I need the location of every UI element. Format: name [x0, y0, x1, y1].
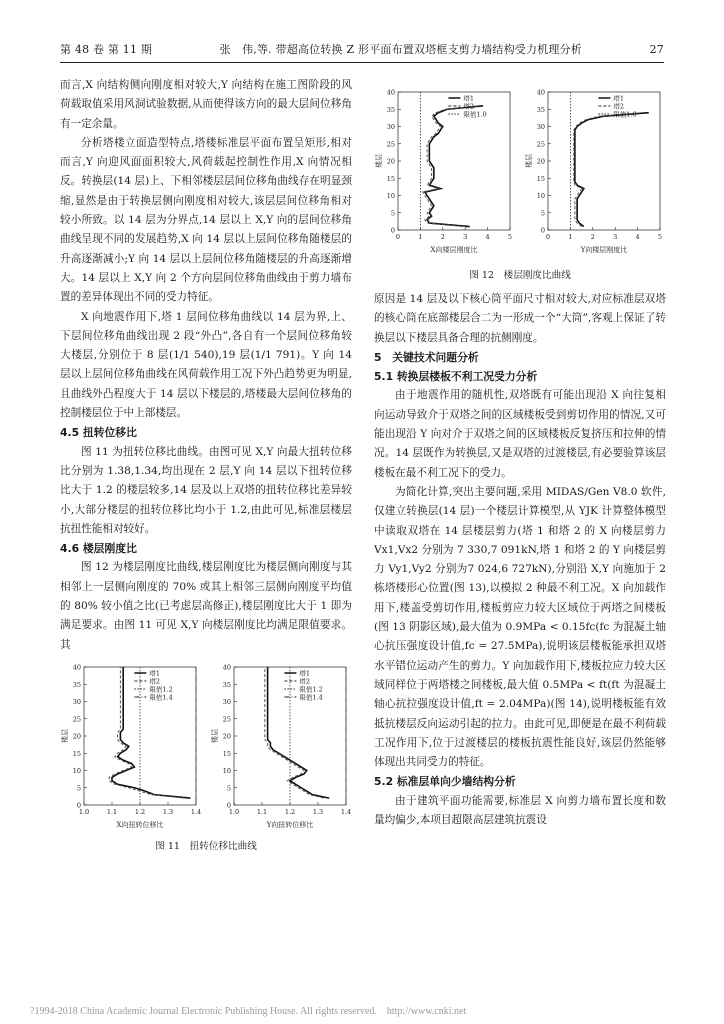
chart-fig11-x [60, 661, 202, 839]
x-tick-label: 4 [635, 233, 640, 241]
right-paragraph-2: 由于地震作用的随机性,双塔既有可能出现沿 X 向往复相向运动导致介于双塔之间的区域楼板受到剪切作用的情况,又可能出现沿 Y 向对介于双塔之间的区域楼板反复挤压和拉伸的情况。14 层既作为转换层,又是双塔的过渡楼层,有必要验算该层楼板在最不利工况下的受力。 [374, 389, 666, 479]
y-axis-label: 楼层 [525, 154, 533, 168]
figure-11-caption: 图 11 扭转位移比曲线 [155, 840, 257, 852]
legend-label: 塔1 [463, 94, 475, 103]
x-tick-label: 1.4 [340, 807, 352, 816]
x-tick-label: 1.0 [78, 807, 90, 816]
x-tick-label: 1 [418, 233, 423, 241]
legend-label: 塔1 [613, 94, 625, 103]
left-paragraph-4: 图 11 为扭转位移比曲线。由图可见 X,Y 向最大扭转位移比分别为 1.38,1.34,均出现在 2 层,Y 向 14 层以下扭转位移比大于 1.2 的楼层较多,14 层及以上双塔的扭转位移比差异较小,大部分楼层的扭转位移比均小于 1.2,由此可见,标准层楼层抗扭性能相对较好。 [60, 445, 352, 535]
y-tick-label: 25 [72, 715, 81, 724]
running-header [60, 38, 664, 60]
y-tick-label: 40 [72, 663, 81, 672]
journal-issue: 第 48 卷 第 11 期 [60, 43, 153, 56]
y-tick-label: 20 [386, 157, 395, 166]
y-tick-label: 15 [72, 749, 81, 758]
left-paragraph-5: 图 12 为楼层刚度比曲线,楼层刚度比为楼层侧向刚度与其相邻上一层侧向刚度的 70% 或其上相邻三层侧向刚度平均值的 80% 较小值之比(已考虑层高修正),楼层刚度比大于 1 即为满足要求。由图 11 可见 X,Y 向楼层刚度比均满足限值要求。其 [60, 561, 352, 651]
x-tick-label: 0 [545, 233, 551, 241]
y-tick-label: 25 [536, 140, 545, 149]
x-tick-label: 2 [590, 233, 595, 241]
figure-12 [374, 86, 666, 284]
x-tick-label: 4 [485, 233, 490, 241]
y-tick-label: 10 [222, 766, 231, 775]
x-tick-label: 1.1 [256, 807, 268, 816]
header-authors: 张 伟,等. [219, 43, 276, 56]
x-tick-label: 5 [657, 233, 663, 241]
y-tick-label: 0 [540, 226, 545, 235]
chart-svg [524, 86, 666, 264]
x-tick-label: 1.2 [284, 807, 296, 816]
left-paragraph-1: 而言,X 向结构侧向刚度相对较大,Y 向结构在施工图阶段的风荷载取值采用风洞试验数据,从而使得该方向的最大层间位移角有一定余量。 [60, 79, 352, 130]
y-tick-label: 0 [226, 801, 231, 810]
chart-svg [60, 661, 202, 839]
y-tick-label: 20 [72, 732, 81, 741]
legend-label: 限值1.2 [149, 685, 173, 694]
section-heading-5: 5 关键技术问题分析 [374, 350, 479, 364]
legend-label: 塔1 [149, 669, 161, 678]
chart-svg [374, 86, 516, 264]
series-line-1 [425, 106, 483, 227]
right-paragraph-1: 原因是 14 层及以下核心筒平面尺寸相对较大,对应标准层双塔的核心筒在底部楼层合二为一形成一个“大筒”,客观上保证了转换层以下楼层具备合理的抗侧刚度。 [374, 293, 666, 344]
left-paragraph-3: X 向地震作用下,塔 1 层间位移角曲线以 14 层为界,上、下层间位移角曲线出现 2 段“外凸”,各自有一个层间位移角较大楼层,分别位于 8 层(1/1 540),19 层(1/1 791)。Y 向 14 层以上层间位移角曲线在风荷载作用工况下外凸趋势更为明显,且曲线外凸程度大于 14 层以下楼层的,塔楼最大层间位移角的控制楼层位于中上部楼层。 [60, 310, 352, 420]
x-axis-label: Y向楼层刚度比 [580, 246, 628, 254]
y-tick-label: 0 [76, 801, 81, 810]
legend-label: 塔2 [613, 102, 625, 111]
y-tick-label: 5 [540, 209, 545, 218]
y-tick-label: 35 [72, 680, 81, 689]
section-heading-4-5: 4.5 扭转位移比 [60, 426, 137, 440]
x-axis-label: X向楼层刚度比 [430, 246, 478, 254]
y-tick-label: 40 [386, 88, 395, 97]
figure-12-caption: 图 12 楼层刚度比曲线 [469, 270, 571, 281]
x-tick-label: 1.3 [162, 807, 174, 816]
y-tick-label: 10 [386, 192, 395, 200]
y-tick-label: 20 [536, 157, 545, 166]
section-heading-5-2: 5.2 标准层单向少墙结构分析 [374, 775, 516, 789]
legend-label: 限值1.0 [463, 110, 487, 119]
figure-11 [60, 661, 352, 855]
y-tick-label: 40 [536, 88, 545, 97]
legend-label: 塔2 [149, 677, 161, 686]
y-tick-label: 30 [536, 123, 545, 131]
x-tick-label: 5 [507, 233, 513, 241]
x-axis-label: X向扭转位移比 [116, 820, 164, 829]
right-column [374, 76, 666, 830]
y-tick-label: 35 [222, 680, 231, 689]
x-tick-label: 1.1 [106, 807, 118, 816]
y-axis-label: 楼层 [211, 728, 219, 743]
series-line-2 [423, 106, 479, 227]
y-axis-label: 楼层 [375, 154, 383, 168]
y-tick-label: 10 [72, 766, 81, 775]
right-paragraph-3: 为简化计算,突出主要问题,采用 MIDAS/Gen V8.0 软件,仅建立转换层(14 层)一个楼层计算模型,从 YJK 计算整体模型中读取双塔在 14 层楼层剪力(塔 1 和塔 2 的 X 向楼层剪力 Vx1,Vx2 分别为 7 330,7 091kN,塔 1 和塔 2 的 Y 向楼层剪力 Vy1,Vy2 分别为7 024,6 727kN),分别沿 X,Y 向施加于 2 栋塔楼形心位置(图 13),以模拟 2 种最不利工况。X 向加载作用下,楼盖受剪切作用,楼板剪应力较大区域位于两塔之间楼板(图 13 阴影区域),最大值为 0.9MPa < 0.15fc(fc 为混凝土轴心抗压强度设计值,fc = 27.5MPa),说明该层楼板能承担双塔水平错位运动产生的剪力。Y 向加载作用下,楼板拉应力较大区域同样位于两塔楼之间楼板,最大值 0.5MPa < ft(ft 为混凝土轴心抗拉强度设计值,ft = 2.04MPa)(图 14),说明楼板能有效抵抗楼层反向运动引起的拉力。由此可见,即便是在最不利荷载工况作用下,位于过渡楼层的楼板抗震性能良好,该层仍然能够体现出共同受力的特征。 [374, 485, 666, 769]
y-tick-label: 25 [222, 715, 231, 724]
chart-fig12-y [524, 86, 666, 264]
y-tick-label: 15 [222, 749, 231, 758]
y-tick-label: 0 [390, 226, 395, 235]
legend-label: 限值1.4 [149, 693, 173, 702]
left-paragraph-2: 分析塔楼立面造型特点,塔楼标准层平面布置呈矩形,相对而言,Y 向迎风面面积较大,风荷载起控制性作用,X 向情况相反。转换层(14 层)上、下相邻楼层层间位移角曲线存在明显颈缩,显然是由于转换层侧向刚度相对较大,该层层间位移角相对较小所致。以 14 层为分界点,14 层以上 X,Y 向的层间位移角曲线呈现不同的发展趋势,X 向 14 层以上层间位移角随楼层的升高逐渐减小;Y 向 14 层以上层间位移角随楼层的升高逐渐增大。14 层以上 X,Y 向 2 个方向层间位移角曲线由于剪力墙布置的差异体现出不同的受力特征。 [60, 136, 352, 304]
header-title-line [220, 41, 582, 57]
x-tick-label: 3 [463, 233, 468, 241]
y-tick-label: 35 [536, 105, 545, 114]
plot-frame [398, 92, 510, 230]
y-tick-label: 15 [386, 174, 395, 183]
section-heading-4-6: 4.6 楼层刚度比 [60, 542, 137, 556]
x-tick-label: 1.4 [190, 807, 202, 816]
y-tick-label: 30 [222, 697, 231, 706]
y-tick-label: 5 [390, 209, 395, 218]
series-line-2 [574, 113, 642, 227]
x-tick-label: 1 [568, 233, 573, 241]
page-number: 27 [649, 42, 664, 56]
header-title: 带超高位转换 Z 形平面布置双塔框支剪力墙结构受力机理分析 [275, 43, 582, 56]
y-tick-label: 5 [226, 784, 231, 793]
x-tick-label: 3 [613, 233, 618, 241]
y-tick-label: 25 [386, 140, 395, 149]
y-tick-label: 30 [386, 123, 395, 131]
y-tick-label: 30 [72, 697, 81, 706]
y-tick-label: 15 [536, 174, 545, 183]
section-heading-5-1: 5.1 转换层楼板不利工况受力分析 [374, 370, 538, 384]
series-line-1 [575, 113, 649, 227]
y-axis-label: 楼层 [61, 728, 69, 743]
y-tick-label: 10 [536, 192, 545, 200]
x-tick-label: 1.2 [134, 807, 146, 816]
y-tick-label: 40 [222, 663, 231, 672]
x-axis-label: Y向扭转位移比 [266, 820, 314, 829]
right-paragraph-4: 由于建筑平面功能需要,标准层 X 向剪力墙布置长度和数量均偏少,本项目超限高层建筑抗震设 [374, 794, 666, 827]
x-tick-label: 2 [440, 233, 445, 241]
x-tick-label: 1.0 [228, 807, 240, 816]
x-tick-label: 1.3 [312, 807, 324, 816]
legend-label: 塔1 [299, 669, 311, 678]
legend-label: 塔2 [299, 677, 311, 686]
legend-label: 塔2 [463, 102, 475, 111]
y-tick-label: 20 [222, 732, 231, 741]
legend-label: 限值1.4 [299, 693, 323, 702]
legend-label: 限值1.0 [613, 110, 637, 119]
y-tick-label: 35 [386, 105, 395, 114]
chart-svg [210, 661, 352, 839]
chart-fig11-y [210, 661, 352, 839]
left-column [60, 76, 352, 855]
y-tick-label: 5 [76, 784, 81, 793]
header-rule [60, 62, 664, 63]
copyright-footer: ?1994-2018 China Academic Journal Electronic Publishing House. All rights reserved. http://www.cnki.net [30, 1006, 467, 1017]
x-tick-label: 0 [395, 233, 401, 241]
legend-label: 限值1.2 [299, 685, 323, 694]
chart-fig12-x [374, 86, 516, 264]
